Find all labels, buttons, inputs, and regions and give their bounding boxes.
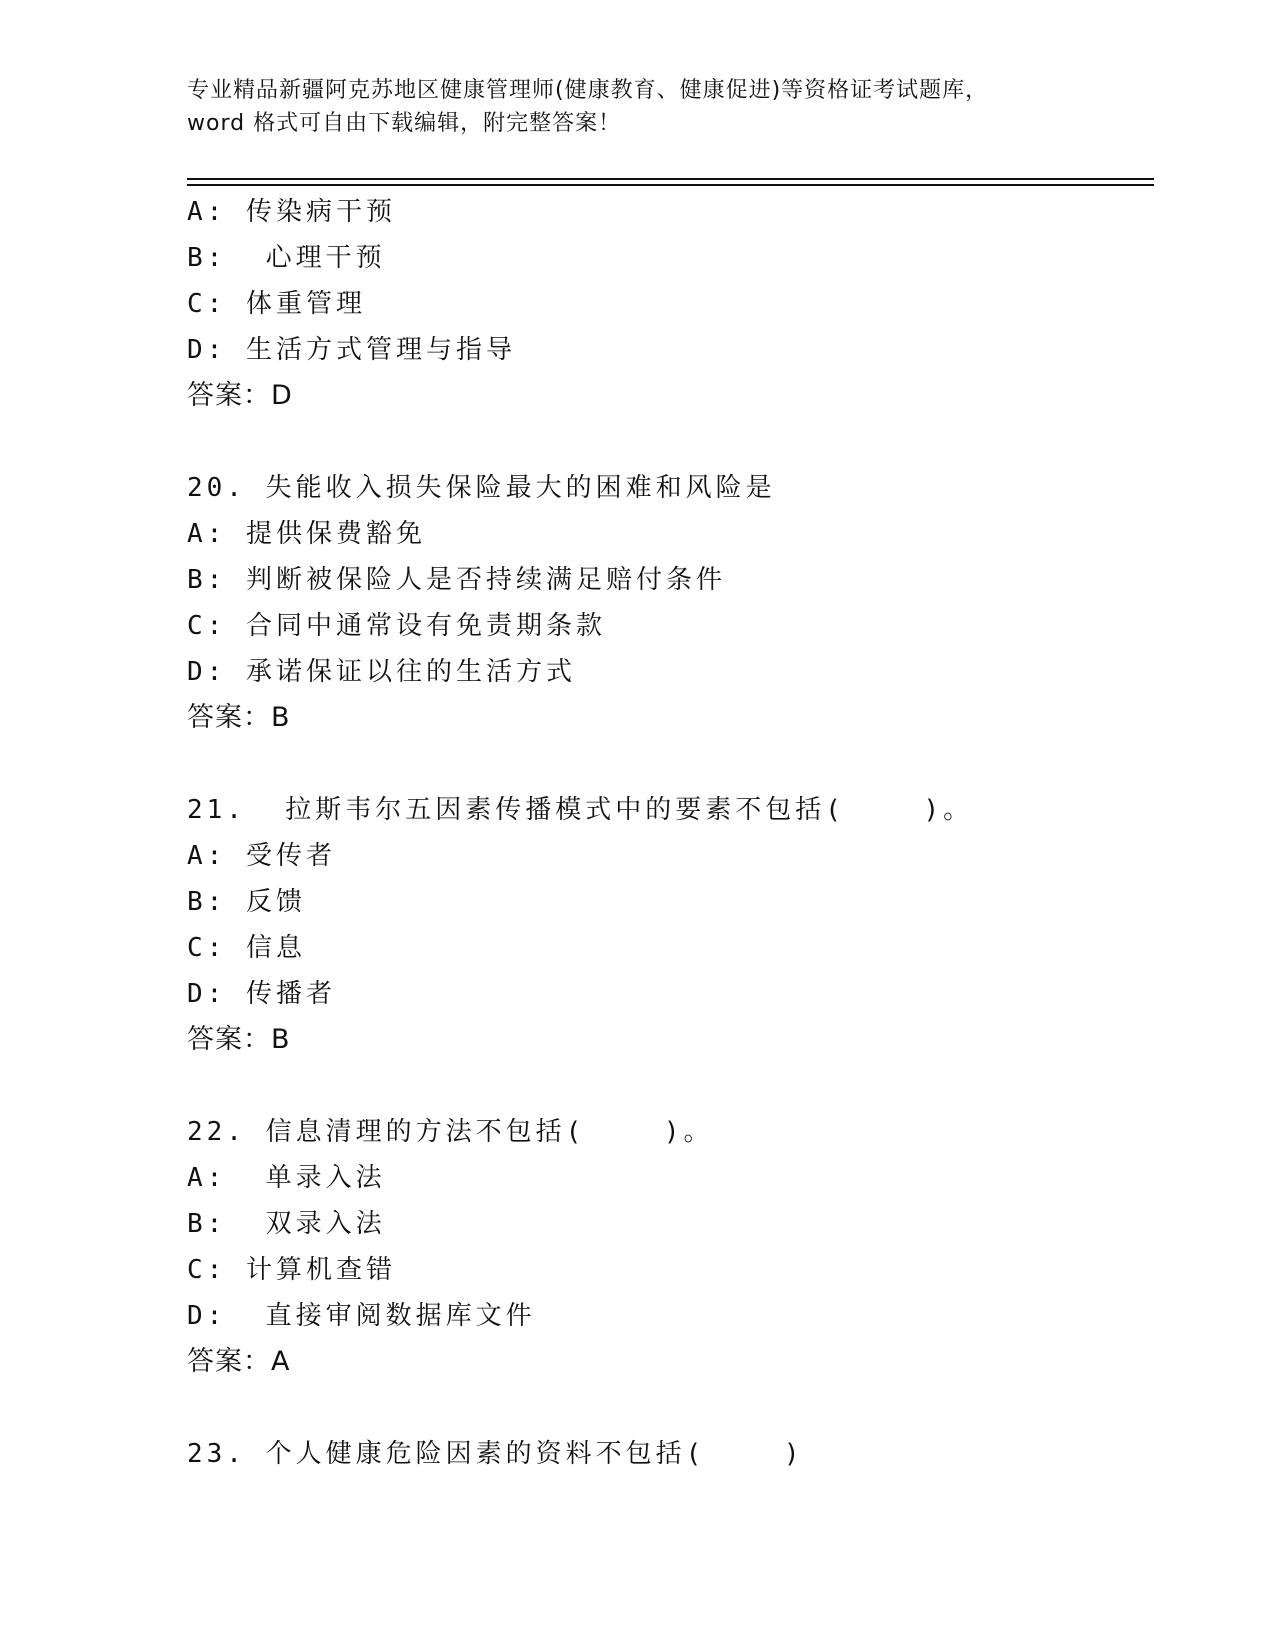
document-header bbox=[187, 74, 1147, 140]
spacer bbox=[187, 419, 1147, 465]
spacer bbox=[187, 1385, 1147, 1431]
option-b: B: 心理干预 bbox=[187, 243, 386, 273]
option-d: D: 直接审阅数据库文件 bbox=[187, 1301, 536, 1331]
header-divider-top bbox=[187, 178, 1154, 180]
question-23 bbox=[187, 1431, 1147, 1477]
header-divider-bottom bbox=[187, 184, 1154, 186]
question-stem: 23. 个人健康危险因素的资料不包括( ) bbox=[187, 1439, 804, 1469]
question-stem: 22. 信息清理的方法不包括( )。 bbox=[187, 1117, 714, 1147]
question-stem: 20. 失能收入损失保险最大的困难和风险是 bbox=[187, 473, 776, 503]
answer: 答案：D bbox=[187, 380, 293, 411]
option-a: A: 单录入法 bbox=[187, 1163, 386, 1193]
option-b: B: 双录入法 bbox=[187, 1209, 386, 1239]
option-a: A: 受传者 bbox=[187, 841, 336, 871]
option-c: C: 计算机查错 bbox=[187, 1255, 396, 1285]
answer: 答案：A bbox=[187, 1346, 291, 1377]
question-22 bbox=[187, 1109, 1147, 1385]
option-c: C: 合同中通常设有免责期条款 bbox=[187, 611, 606, 641]
option-b: B: 判断被保险人是否持续满足赔付条件 bbox=[187, 565, 726, 595]
option-d: D: 承诺保证以往的生活方式 bbox=[187, 657, 576, 687]
question-19 bbox=[187, 189, 1147, 419]
question-20 bbox=[187, 465, 1147, 741]
question-list bbox=[187, 189, 1147, 1477]
option-c: C: 信息 bbox=[187, 933, 306, 963]
spacer bbox=[187, 741, 1147, 787]
option-a: A: 传染病干预 bbox=[187, 197, 396, 227]
header-line-2: word 格式可自由下载编辑，附完整答案！ bbox=[187, 111, 622, 136]
option-b: B: 反馈 bbox=[187, 887, 306, 917]
option-a: A: 提供保费豁免 bbox=[187, 519, 426, 549]
option-c: C: 体重管理 bbox=[187, 289, 366, 319]
answer: 答案：B bbox=[187, 1024, 291, 1055]
spacer bbox=[187, 1063, 1147, 1109]
answer: 答案：B bbox=[187, 702, 291, 733]
option-d: D: 生活方式管理与指导 bbox=[187, 335, 516, 365]
question-21 bbox=[187, 787, 1147, 1063]
question-stem: 21. 拉斯韦尔五因素传播模式中的要素不包括( )。 bbox=[187, 795, 974, 825]
header-line-1: 专业精品新疆阿克苏地区健康管理师(健康教育、健康促进)等资格证考试题库， bbox=[187, 78, 989, 103]
option-d: D: 传播者 bbox=[187, 979, 336, 1009]
